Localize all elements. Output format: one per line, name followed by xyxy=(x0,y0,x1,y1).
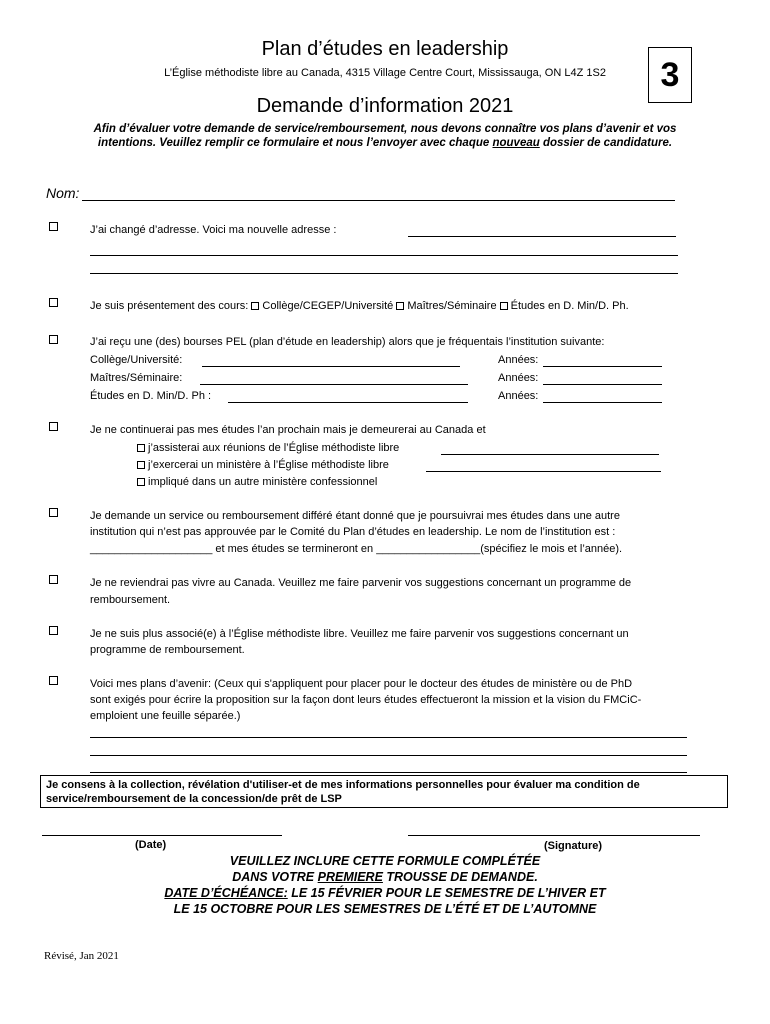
years-label-3: Années: xyxy=(498,390,539,402)
institution-doctoral-label: Études en D. Min/D. Ph : xyxy=(90,390,212,402)
current-studies-checkbox[interactable] xyxy=(49,298,58,307)
bourses-label: J’ai reçu une (des) bourses PEL (plan d’étude en leadership) alors que je fréquentais l’institution suivante: xyxy=(90,336,605,348)
address-change-checkbox[interactable] xyxy=(49,222,58,231)
name-label: Nom: xyxy=(46,185,80,201)
consent-line-1: Je consens à la collection, révélation d'utiliser-et de mes informations personnelles pour évaluer ma condition de xyxy=(46,779,640,791)
institution-doctoral-field[interactable] xyxy=(228,402,468,403)
years-field-1[interactable] xyxy=(543,366,662,367)
years-label-2: Années: xyxy=(498,372,539,384)
years-field-2[interactable] xyxy=(543,384,662,385)
not-return-line-2: remboursement. xyxy=(90,594,171,606)
future-plans-checkbox[interactable] xyxy=(49,676,58,685)
attend-label: j’assisterai aux réunions de l’Église méthodiste libre xyxy=(148,442,400,454)
years-field-3[interactable] xyxy=(543,402,662,403)
not-associated-checkbox[interactable] xyxy=(49,626,58,635)
institution-seminary-label: Maîtres/Séminaire: xyxy=(90,372,183,384)
date-label: (Date) xyxy=(135,839,167,851)
form-subtitle: Demande d’information 2021 xyxy=(256,95,514,117)
ministry-field[interactable] xyxy=(426,471,661,472)
deferred-line-3 xyxy=(90,543,622,556)
closing-line-3: DATE D’ÉCHÉANCE: LE 15 FÉVRIER POUR LE SEMESTRE DE L’HIVER ET xyxy=(164,886,606,900)
years-label-1: Années: xyxy=(498,354,539,366)
future-plans-field-3[interactable] xyxy=(90,772,687,773)
deferred-end-date-field[interactable]: _________________(spécifiez le mois et l’année). xyxy=(376,543,623,555)
bourses-checkbox[interactable] xyxy=(49,335,58,344)
closing-emphasis: PREMIERE xyxy=(317,870,383,884)
institution-seminary-field[interactable] xyxy=(200,384,468,385)
seminary-option-label: Maîtres/Séminaire xyxy=(407,300,497,312)
college-option-label: Collège/CEGEP/Université xyxy=(262,300,394,312)
signature-field[interactable] xyxy=(408,835,700,836)
current-studies-label: Je suis présentement des cours: xyxy=(90,300,249,312)
deadline-label: DATE D’ÉCHÉANCE: xyxy=(164,886,288,900)
sub-option-attend xyxy=(137,442,399,455)
future-plans-line-2: sont exigés pour écrire la proposition sur la façon dont leurs études effectueront la mission et la vision du FMCiC- xyxy=(90,694,642,706)
name-field[interactable] xyxy=(82,200,675,201)
sub-option-other xyxy=(137,476,377,489)
intro-line-1: Afin d’évaluer votre demande de service/remboursement, nous devons connaître vos plans d’avenir et vos xyxy=(93,123,677,135)
intro-line-2: intentions. Veuillez remplir ce formulaire et nous l’envoyer avec chaque nouveau dossier de candidature. xyxy=(97,137,673,149)
ministry-label: j’exercerai un ministère à l’Église méthodiste libre xyxy=(148,459,389,471)
consent-line-2: service/remboursement de la concession/de prêt de LSP xyxy=(46,793,342,805)
form-title: Plan d’études en leadership xyxy=(261,38,509,60)
address-change-label: J’ai changé d’adresse. Voici ma nouvelle adresse : xyxy=(90,224,337,236)
closing-line-4: LE 15 OCTOBRE POUR LES SEMESTRES DE L’ÉTÉ ET DE L’AUTOMNE xyxy=(173,902,597,916)
deferred-checkbox[interactable] xyxy=(49,508,58,517)
institution-college-field[interactable] xyxy=(202,366,460,367)
not-return-line-1: Je ne reviendrai pas vivre au Canada. Veuillez me faire parvenir vos suggestions concernant un programme de xyxy=(90,577,632,589)
intro-emphasis: nouveau xyxy=(492,137,540,149)
closing-line-1: VEUILLEZ INCLURE CETTE FORMULE COMPLÉTÉE xyxy=(229,854,541,868)
doctoral-checkbox[interactable] xyxy=(500,302,508,310)
new-address-field-2[interactable] xyxy=(90,255,678,256)
future-plans-field-2[interactable] xyxy=(90,755,687,756)
stop-studies-checkbox[interactable] xyxy=(49,422,58,431)
institution-college-label: Collège/Université: xyxy=(90,354,183,366)
college-checkbox[interactable] xyxy=(251,302,259,310)
not-return-checkbox[interactable] xyxy=(49,575,58,584)
deferred-line-1: Je demande un service ou remboursement différé étant donné que je poursuivrai mes études dans une autre xyxy=(90,510,620,522)
new-address-field-1[interactable] xyxy=(408,236,676,237)
revision-note: Révisé, Jan 2021 xyxy=(44,950,119,962)
closing-line-2: DANS VOTRE PREMIERE TROUSSE DE DEMANDE. xyxy=(232,870,538,884)
attend-field[interactable] xyxy=(441,454,659,455)
organization-address: L’Église méthodiste libre au Canada, 4315 Village Centre Court, Mississauga, ON L4Z 1S2 xyxy=(164,67,606,79)
not-associated-line-1: Je ne suis plus associé(e) à l’Église méthodiste libre. Veuillez me faire parvenir vos suggestions concernant un xyxy=(90,628,629,640)
other-ministry-checkbox[interactable] xyxy=(137,478,145,486)
current-studies-row xyxy=(90,300,629,313)
consent-box xyxy=(40,775,728,808)
future-plans-field-1[interactable] xyxy=(90,737,687,738)
stop-studies-label: Je ne continuerai pas mes études l’an prochain mais je demeurerai au Canada et xyxy=(90,424,486,436)
new-address-field-3[interactable] xyxy=(90,273,678,274)
future-plans-line-1: Voici mes plans d’avenir: (Ceux qui s'appliquent pour placer pour le docteur des études de ministère ou de PhD xyxy=(90,678,633,690)
sub-option-ministry xyxy=(137,459,389,472)
other-ministry-label: impliqué dans un autre ministère confessionnel xyxy=(148,476,378,488)
doctoral-option-label: Études en D. Min/D. Ph. xyxy=(510,300,629,312)
attend-checkbox[interactable] xyxy=(137,444,145,452)
ministry-checkbox[interactable] xyxy=(137,461,145,469)
not-associated-line-2: programme de remboursement. xyxy=(90,644,245,656)
date-field[interactable] xyxy=(42,835,282,836)
intro-text xyxy=(30,122,740,150)
future-plans-line-3: emploient une feuille séparée.) xyxy=(90,710,241,722)
deferred-institution-field[interactable]: ____________________ et mes études se termineront en xyxy=(90,543,374,555)
form-number-badge: 3 xyxy=(648,47,692,103)
signature-label: (Signature) xyxy=(544,840,603,852)
seminary-checkbox[interactable] xyxy=(396,302,404,310)
closing-instructions xyxy=(100,853,670,917)
deferred-line-2: institution qui n’est pas approuvée par le Comité du Plan d’études en leadership. Le nom de l’institution est : xyxy=(90,526,616,538)
